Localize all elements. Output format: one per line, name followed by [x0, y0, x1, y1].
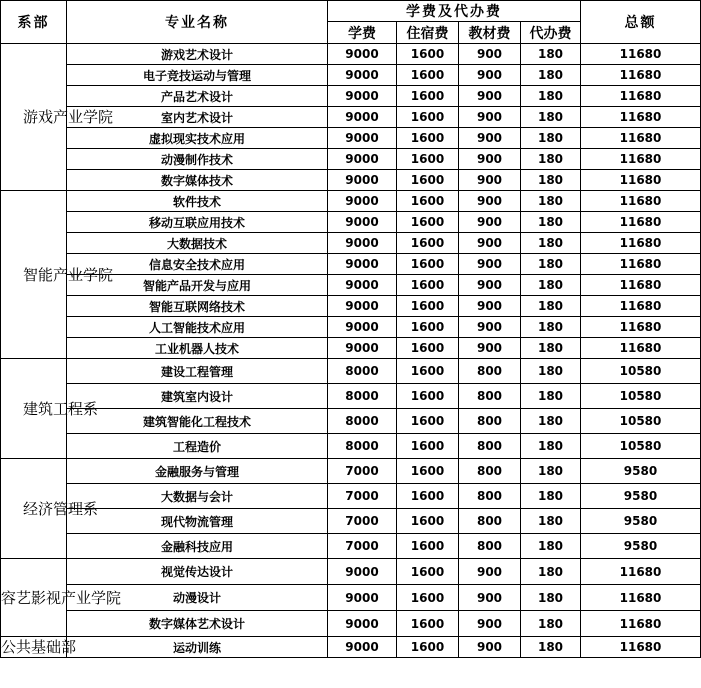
tuition-cell: 9000	[328, 44, 397, 65]
major-name-cell: 工程造价	[67, 434, 328, 459]
major-name-cell: 人工智能技术应用	[67, 317, 328, 338]
agent-fee-cell: 180	[521, 233, 581, 254]
books-cell: 900	[459, 170, 521, 191]
tuition-cell: 9000	[328, 149, 397, 170]
tuition-cell: 9000	[328, 637, 397, 658]
tuition-cell: 9000	[328, 86, 397, 107]
lodging-cell: 1600	[397, 637, 459, 658]
major-name-cell: 建筑室内设计	[67, 384, 328, 409]
tuition-cell: 9000	[328, 275, 397, 296]
major-name-cell: 电子竞技运动与管理	[67, 65, 328, 86]
books-cell: 900	[459, 107, 521, 128]
header-lodging: 住宿费	[397, 22, 459, 44]
tuition-cell: 9000	[328, 559, 397, 585]
table-row	[1, 86, 701, 107]
tuition-cell: 9000	[328, 191, 397, 212]
major-name-cell: 智能产品开发与应用	[67, 275, 328, 296]
table-row	[1, 509, 701, 534]
agent-fee-cell: 180	[521, 434, 581, 459]
tuition-cell: 9000	[328, 170, 397, 191]
total-cell: 10580	[581, 434, 701, 459]
major-name-cell: 移动互联应用技术	[67, 212, 328, 233]
table-row	[1, 296, 701, 317]
header-department: 系部	[1, 1, 67, 44]
lodging-cell: 1600	[397, 338, 459, 359]
tuition-cell: 7000	[328, 459, 397, 484]
table-row	[1, 170, 701, 191]
major-name-cell: 产品艺术设计	[67, 86, 328, 107]
major-name-cell: 动漫制作技术	[67, 149, 328, 170]
lodging-cell: 1600	[397, 484, 459, 509]
major-name-cell: 信息安全技术应用	[67, 254, 328, 275]
total-cell: 9580	[581, 459, 701, 484]
books-cell: 900	[459, 611, 521, 637]
lodging-cell: 1600	[397, 296, 459, 317]
table-row	[1, 484, 701, 509]
agent-fee-cell: 180	[521, 170, 581, 191]
books-cell: 900	[459, 317, 521, 338]
lodging-cell: 1600	[397, 509, 459, 534]
books-cell: 800	[459, 534, 521, 559]
tuition-cell: 8000	[328, 384, 397, 409]
agent-fee-cell: 180	[521, 107, 581, 128]
lodging-cell: 1600	[397, 384, 459, 409]
fee-table-body	[1, 44, 701, 658]
lodging-cell: 1600	[397, 559, 459, 585]
major-name-cell: 智能互联网络技术	[67, 296, 328, 317]
tuition-cell: 9000	[328, 233, 397, 254]
agent-fee-cell: 180	[521, 637, 581, 658]
total-cell: 11680	[581, 585, 701, 611]
agent-fee-cell: 180	[521, 409, 581, 434]
lodging-cell: 1600	[397, 233, 459, 254]
lodging-cell: 1600	[397, 254, 459, 275]
tuition-cell: 9000	[328, 254, 397, 275]
table-row	[1, 191, 701, 212]
total-cell: 9580	[581, 484, 701, 509]
major-name-cell: 建筑智能化工程技术	[67, 409, 328, 434]
books-cell: 900	[459, 44, 521, 65]
books-cell: 900	[459, 86, 521, 107]
header-total: 总额	[581, 1, 701, 44]
agent-fee-cell: 180	[521, 296, 581, 317]
major-name-cell: 运动训练	[67, 637, 328, 658]
dept-economics-management: 经济管理系	[1, 459, 67, 559]
tuition-cell: 7000	[328, 534, 397, 559]
header-fees-group: 学费及代办费	[328, 1, 581, 22]
header-tuition: 学费	[328, 22, 397, 44]
dept-game-industry: 游戏产业学院	[1, 44, 67, 191]
agent-fee-cell: 180	[521, 484, 581, 509]
books-cell: 900	[459, 128, 521, 149]
total-cell: 11680	[581, 338, 701, 359]
books-cell: 800	[459, 359, 521, 384]
books-cell: 900	[459, 338, 521, 359]
total-cell: 11680	[581, 44, 701, 65]
table-row	[1, 409, 701, 434]
agent-fee-cell: 180	[521, 585, 581, 611]
agent-fee-cell: 180	[521, 459, 581, 484]
tuition-cell: 9000	[328, 611, 397, 637]
lodging-cell: 1600	[397, 128, 459, 149]
header-agent-fee: 代办费	[521, 22, 581, 44]
tuition-cell: 8000	[328, 409, 397, 434]
lodging-cell: 1600	[397, 534, 459, 559]
major-name-cell: 视觉传达设计	[67, 559, 328, 585]
lodging-cell: 1600	[397, 585, 459, 611]
lodging-cell: 1600	[397, 212, 459, 233]
lodging-cell: 1600	[397, 359, 459, 384]
agent-fee-cell: 180	[521, 611, 581, 637]
lodging-cell: 1600	[397, 86, 459, 107]
dept-public-foundation: 公共基础部	[1, 638, 77, 656]
lodging-cell: 1600	[397, 107, 459, 128]
tuition-cell: 9000	[328, 128, 397, 149]
lodging-cell: 1600	[397, 65, 459, 86]
table-row	[1, 459, 701, 484]
total-cell: 10580	[581, 384, 701, 409]
agent-fee-cell: 180	[521, 86, 581, 107]
major-name-cell: 大数据技术	[67, 233, 328, 254]
total-cell: 11680	[581, 559, 701, 585]
table-row	[1, 359, 701, 384]
agent-fee-cell: 180	[521, 44, 581, 65]
table-row	[1, 637, 701, 658]
total-cell: 11680	[581, 170, 701, 191]
tuition-cell: 8000	[328, 359, 397, 384]
header-books: 教材费	[459, 22, 521, 44]
agent-fee-cell: 180	[521, 534, 581, 559]
tuition-cell: 9000	[328, 65, 397, 86]
table-row	[1, 434, 701, 459]
tuition-cell: 7000	[328, 509, 397, 534]
tuition-cell: 9000	[328, 317, 397, 338]
major-name-cell: 室内艺术设计	[67, 107, 328, 128]
table-row	[1, 384, 701, 409]
table-row	[1, 534, 701, 559]
agent-fee-cell: 180	[521, 65, 581, 86]
lodging-cell: 1600	[397, 459, 459, 484]
lodging-cell: 1600	[397, 434, 459, 459]
table-row	[1, 65, 701, 86]
table-row	[1, 338, 701, 359]
table-row	[1, 559, 701, 585]
books-cell: 900	[459, 191, 521, 212]
major-name-cell: 数字媒体技术	[67, 170, 328, 191]
agent-fee-cell: 180	[521, 338, 581, 359]
major-name-cell: 游戏艺术设计	[67, 44, 328, 65]
total-cell: 11680	[581, 317, 701, 338]
books-cell: 900	[459, 637, 521, 658]
major-name-cell: 现代物流管理	[67, 509, 328, 534]
table-row	[1, 149, 701, 170]
books-cell: 900	[459, 233, 521, 254]
total-cell: 11680	[581, 128, 701, 149]
total-cell: 11680	[581, 107, 701, 128]
agent-fee-cell: 180	[521, 275, 581, 296]
lodging-cell: 1600	[397, 149, 459, 170]
lodging-cell: 1600	[397, 275, 459, 296]
total-cell: 11680	[581, 86, 701, 107]
total-cell: 11680	[581, 65, 701, 86]
agent-fee-cell: 180	[521, 384, 581, 409]
books-cell: 900	[459, 275, 521, 296]
dept-construction-engineering: 建筑工程系	[1, 359, 67, 459]
major-name-cell: 大数据与会计	[67, 484, 328, 509]
major-name-cell: 动漫设计	[67, 585, 328, 611]
tuition-cell: 9000	[328, 585, 397, 611]
total-cell: 10580	[581, 409, 701, 434]
agent-fee-cell: 180	[521, 509, 581, 534]
lodging-cell: 1600	[397, 170, 459, 191]
agent-fee-cell: 180	[521, 128, 581, 149]
agent-fee-cell: 180	[521, 149, 581, 170]
major-name-cell: 金融科技应用	[67, 534, 328, 559]
total-cell: 9580	[581, 534, 701, 559]
books-cell: 800	[459, 434, 521, 459]
books-cell: 900	[459, 585, 521, 611]
tuition-cell: 7000	[328, 484, 397, 509]
table-row	[1, 611, 701, 637]
books-cell: 800	[459, 409, 521, 434]
major-name-cell: 软件技术	[67, 191, 328, 212]
dept-intelligent-industry: 智能产业学院	[1, 191, 67, 359]
table-row	[1, 212, 701, 233]
lodging-cell: 1600	[397, 191, 459, 212]
total-cell: 11680	[581, 637, 701, 658]
lodging-cell: 1600	[397, 611, 459, 637]
total-cell: 10580	[581, 359, 701, 384]
agent-fee-cell: 180	[521, 212, 581, 233]
tuition-cell: 9000	[328, 338, 397, 359]
books-cell: 900	[459, 149, 521, 170]
lodging-cell: 1600	[397, 44, 459, 65]
tuition-cell: 9000	[328, 296, 397, 317]
agent-fee-cell: 180	[521, 317, 581, 338]
agent-fee-cell: 180	[521, 559, 581, 585]
major-name-cell: 虚拟现实技术应用	[67, 128, 328, 149]
books-cell: 900	[459, 212, 521, 233]
agent-fee-cell: 180	[521, 191, 581, 212]
tuition-cell: 9000	[328, 212, 397, 233]
books-cell: 900	[459, 254, 521, 275]
total-cell: 11680	[581, 233, 701, 254]
total-cell: 11680	[581, 296, 701, 317]
table-row	[1, 233, 701, 254]
books-cell: 800	[459, 459, 521, 484]
major-name-cell: 数字媒体艺术设计	[67, 611, 328, 637]
agent-fee-cell: 180	[521, 254, 581, 275]
total-cell: 9580	[581, 509, 701, 534]
header-major: 专业名称	[67, 1, 328, 44]
total-cell: 11680	[581, 275, 701, 296]
table-row	[1, 317, 701, 338]
agent-fee-cell: 180	[521, 359, 581, 384]
major-name-cell: 金融服务与管理	[67, 459, 328, 484]
lodging-cell: 1600	[397, 409, 459, 434]
table-row	[1, 128, 701, 149]
tuition-cell: 8000	[328, 434, 397, 459]
total-cell: 11680	[581, 611, 701, 637]
major-name-cell: 建设工程管理	[67, 359, 328, 384]
table-row	[1, 44, 701, 65]
tuition-cell: 9000	[328, 107, 397, 128]
books-cell: 900	[459, 296, 521, 317]
books-cell: 900	[459, 65, 521, 86]
lodging-cell: 1600	[397, 317, 459, 338]
books-cell: 800	[459, 384, 521, 409]
total-cell: 11680	[581, 254, 701, 275]
major-name-cell: 工业机器人技术	[67, 338, 328, 359]
total-cell: 11680	[581, 212, 701, 233]
total-cell: 11680	[581, 149, 701, 170]
dept-film-industry: 容艺影视产业学院	[1, 559, 67, 637]
books-cell: 800	[459, 509, 521, 534]
books-cell: 900	[459, 559, 521, 585]
total-cell: 11680	[581, 191, 701, 212]
books-cell: 800	[459, 484, 521, 509]
